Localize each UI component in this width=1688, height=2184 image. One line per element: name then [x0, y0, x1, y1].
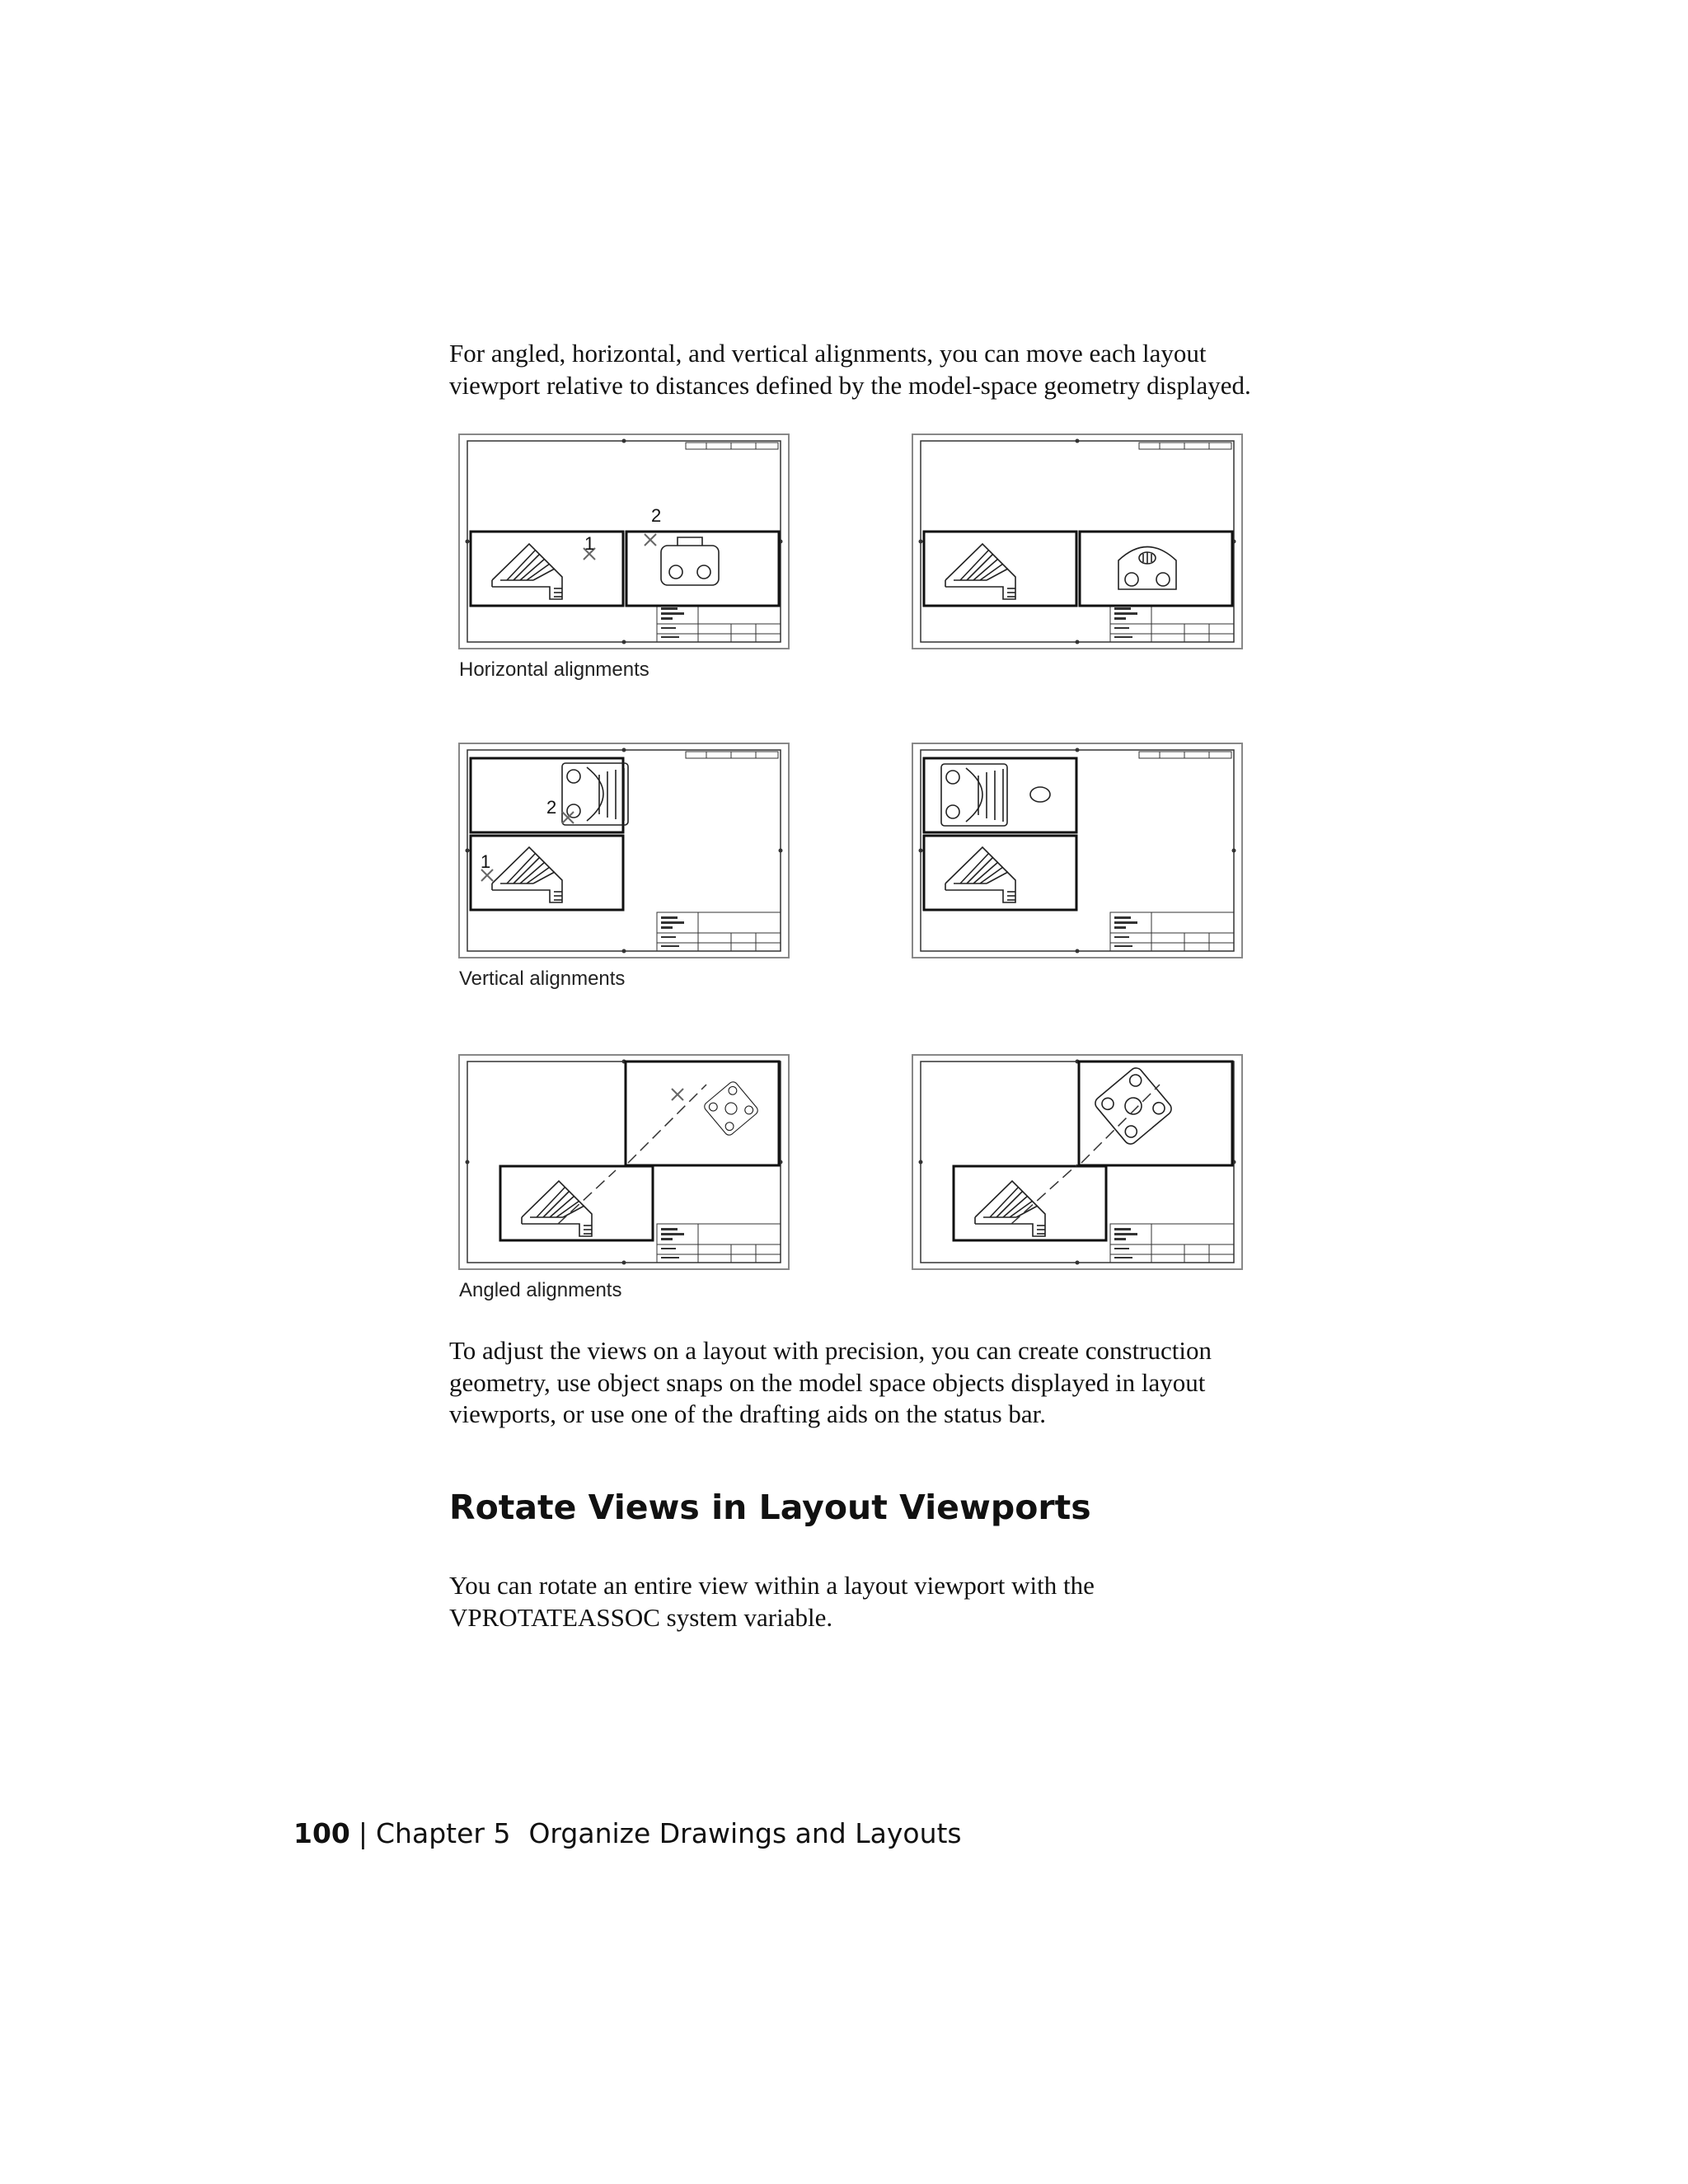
marker-1-horizontal: 1	[584, 533, 595, 554]
section-heading: Rotate Views in Layout Viewports	[449, 1488, 1091, 1527]
marker-1-vertical: 1	[481, 851, 491, 872]
vertical-before-sheet	[459, 743, 789, 958]
rotate-line-1: You can rotate an entire view within a layout viewport with the	[449, 1571, 1095, 1600]
rotate-line-2: VPROTATEASSOC system variable.	[449, 1602, 833, 1632]
horizontal-before-sheet	[459, 434, 789, 649]
caption-horizontal: Horizontal alignments	[459, 658, 649, 681]
footer-separator: |	[358, 1817, 368, 1849]
chapter-label: Chapter 5	[376, 1817, 511, 1849]
intro-paragraph	[449, 338, 1422, 401]
caption-angled: Angled alignments	[459, 1279, 622, 1301]
rotate-paragraph	[449, 1570, 1422, 1633]
horizontal-after-sheet	[912, 434, 1242, 649]
alignment-drawings	[449, 424, 1282, 1315]
page-number: 100	[293, 1817, 350, 1849]
caption-vertical: Vertical alignments	[459, 968, 626, 990]
alignment-figure	[449, 424, 1282, 1315]
chapter-title: Organize Drawings and Layouts	[528, 1817, 962, 1849]
angled-after-sheet	[912, 1055, 1242, 1269]
precision-paragraph	[449, 1335, 1422, 1431]
marker-2-horizontal: 2	[651, 505, 662, 526]
intro-line-2: viewport relative to distances defined by the model-space geometry displayed.	[449, 370, 1251, 400]
precision-line-1: To adjust the views on a layout with precision, you can create construction	[449, 1336, 1212, 1365]
vertical-after-sheet	[912, 743, 1242, 958]
precision-line-3: viewports, or use one of the drafting aids on the status bar.	[449, 1399, 1047, 1428]
precision-line-2: geometry, use object snaps on the model space objects displayed in layout	[449, 1367, 1206, 1397]
page-footer	[293, 1817, 962, 1849]
intro-line-1: For angled, horizontal, and vertical alignments, you can move each layout	[449, 339, 1207, 368]
angled-before-sheet	[459, 1055, 789, 1269]
marker-2-vertical: 2	[546, 797, 557, 818]
